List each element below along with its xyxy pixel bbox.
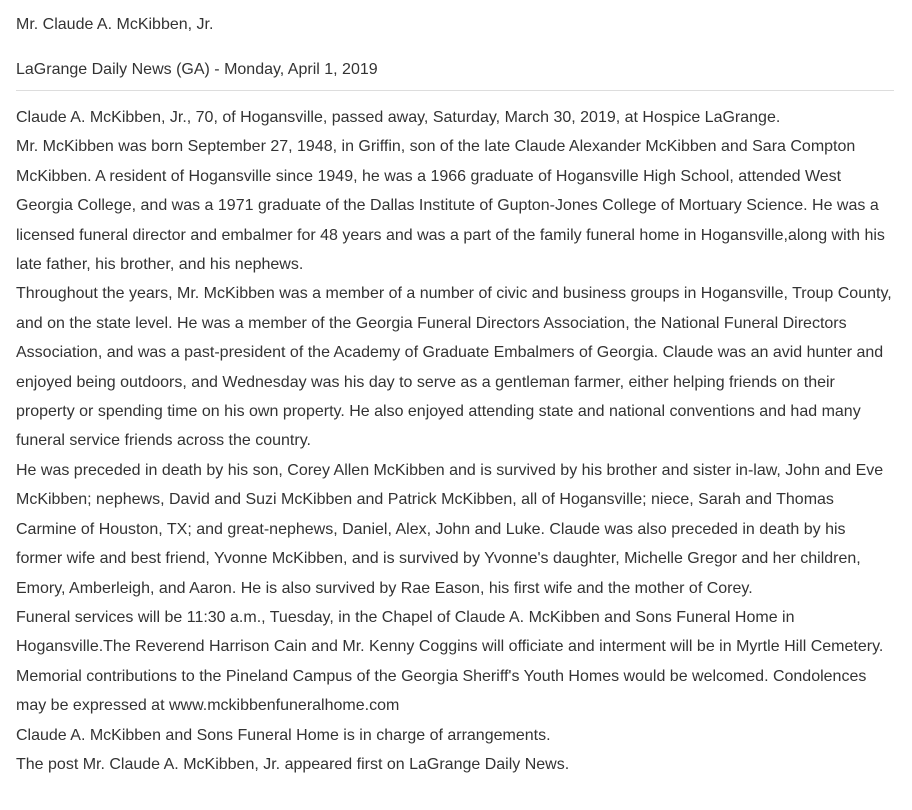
divider	[16, 90, 894, 91]
article-body	[16, 103, 894, 779]
article-title: Mr. Claude A. McKibben, Jr.	[16, 16, 214, 33]
paragraph-memberships: Throughout the years, Mr. McKibben was a member of a number of civic and business groups in Hogansville, Troup County, and on the state level. He was a member of the Georgia Funeral Directors Association, the National Funeral Directors Association, and was a past-president of the Academy of Graduate Embalmers of Georgia. Claude was an avid hunter and enjoyed being outdoors, and Wednesday was his day to serve as a gentleman farmer, either helping friends on their property or spending time on his own property. He also enjoyed attending state and national conventions and had many funeral service friends across the country.	[16, 285, 892, 450]
article-source-dateline: LaGrange Daily News (GA) - Monday, April 1, 2019	[16, 61, 378, 78]
paragraph-survivors: He was preceded in death by his son, Corey Allen McKibben and is survived by his brother and sister in-law, John and Eve McKibben; nephews, David and Suzi McKibben and Patrick McKibben, all of Hogansville; niece, Sarah and Thomas Carmine of Houston, TX; and great-nephews, Daniel, Alex, John and Luke. Claude was also preceded in death by his former wife and best friend, Yvonne McKibben, and is survived by Yvonne's daughter, Michelle Gregor and her children, Emory, Amberleigh, and Aaron. He is also survived by Rae Eason, his first wife and the mother of Corey.	[16, 461, 884, 597]
paragraph-services: Funeral services will be 11:30 a.m., Tuesday, in the Chapel of Claude A. McKibben and Sons Funeral Home in Hogansville.The Reverend Harrison Cain and Mr. Kenny Coggins will officiate and interment will be in Myrtle Hill Cemetery.	[16, 608, 884, 656]
paragraph-biography: Mr. McKibben was born September 27, 1948, in Griffin, son of the late Claude Alexander McKibben and Sara Compton McKibben. A resident of Hogansville since 1949, he was a 1966 graduate of Hogansville High School, attended West Georgia College, and was a 1971 graduate of the Dallas Institute of Gupton-Jones College of Mortuary Science. He was a licensed funeral director and embalmer for 48 years and was a part of the family funeral home in Hogansville,along with his late father, his brother, and his nephews.	[16, 138, 885, 274]
paragraph-arrangements: Claude A. McKibben and Sons Funeral Home is in charge of arrangements.	[16, 726, 551, 744]
paragraph-memorials: Memorial contributions to the Pineland Campus of the Georgia Sheriff's Youth Homes would be welcomed. Condolences may be expressed at www.mckibbenfuneralhome.com	[16, 667, 867, 715]
paragraph-death-notice: Claude A. McKibben, Jr., 70, of Hogansville, passed away, Saturday, March 30, 2019, at Hospice LaGrange.	[16, 109, 781, 126]
paragraph-post-footer: The post Mr. Claude A. McKibben, Jr. appeared first on LaGrange Daily News.	[16, 755, 570, 773]
